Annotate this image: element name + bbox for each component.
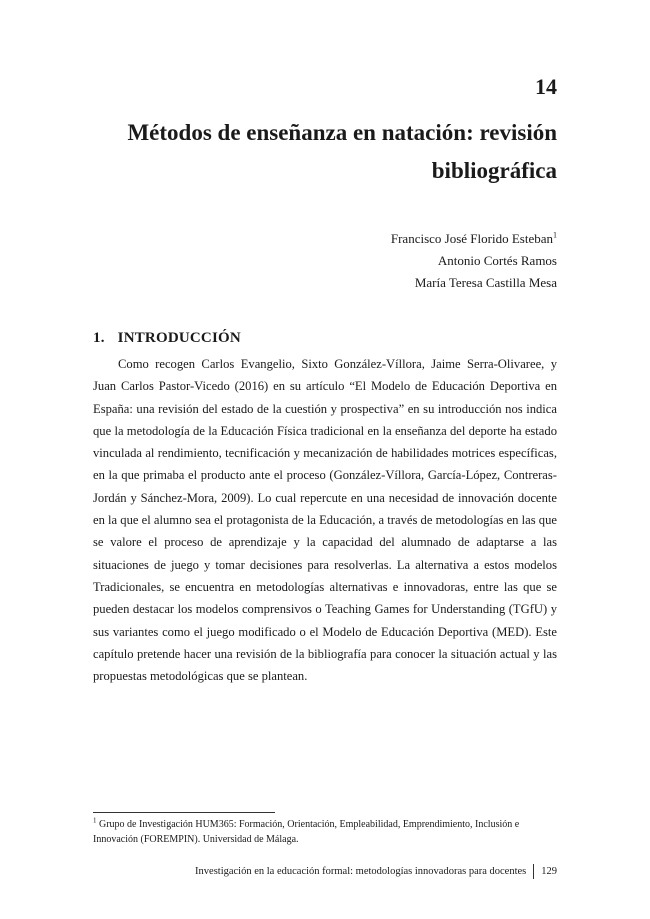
- footnote: [93, 817, 557, 847]
- footer-book-title: Investigación en la educación formal: metodologías innovadoras para docentes: [195, 866, 527, 877]
- footnote-marker: 1: [93, 816, 97, 825]
- author-name: Francisco José Florido Esteban: [390, 231, 553, 246]
- chapter-number: 14: [535, 74, 557, 99]
- footer-divider: [533, 864, 534, 879]
- footnote-divider: [93, 812, 275, 813]
- author-3: [391, 272, 557, 294]
- section-title: INTRODUCCIÓN: [117, 330, 241, 346]
- footnote-text: Grupo de Investigación HUM365: Formación, Orientación, Empleabilidad, Emprendimiento, Inclusión e Innovación (FOREMPIN). Universidad de Málaga.: [93, 819, 520, 845]
- chapter-title: [77, 114, 557, 190]
- footnote-marker: 1: [553, 230, 557, 240]
- author-1: [391, 228, 557, 250]
- introduction-paragraph: Como recogen Carlos Evangelio, Sixto González-Víllora, Jaime Serra-Olivaree, y Juan Carlos Pastor-Vicedo (2016) en su artículo “El Modelo de Educación Deportiva en España: una revisión del estado de la cuestión y prospectiva” en su introducción nos indica que la metodología de la Educación Física tradicional en la enseñanza del deporte ha estado vinculada al rendimiento, tecnificación y mecanización de habilidades motrices específicas, en la que primaba el producto ante el proceso (González-Víllora, García-López, Contreras-Jordán y Sánchez-Mora, 2009). Lo cual repercute en una necesidad de innovación docente en la que el alumno sea el protagonista de la Educación, a través de metodologías en las que se valore el proceso de aprendizaje y la capacidad del alumnado de adaptarse a las situaciones de juego y tomar decisiones para resolverlas. La alternativa a estos modelos Tradicionales, se encuentra en metodologías alternativas e innovadoras, entre las que se pueden destacar los modelos comprensivos o Teaching Games for Understanding (TGfU) y sus variantes como el juego modificado o el Modelo de Educación Deportiva (MED). Este capítulo pretende hacer una revisión de la bibliografía para conocer la situación actual y las propuestas metodológicas que se plantean.: [93, 357, 557, 684]
- chapter-title-line-1: Métodos de enseñanza en natación: revisión: [127, 120, 557, 145]
- author-name: Antonio Cortés Ramos: [437, 253, 557, 268]
- section-number: 1.: [93, 330, 105, 346]
- author-list: [391, 228, 557, 294]
- chapter-title-line-2: bibliográfica: [431, 158, 557, 183]
- page-number: 129: [541, 866, 557, 877]
- section-heading: [93, 331, 241, 346]
- author-2: [391, 250, 557, 272]
- author-name: María Teresa Castilla Mesa: [414, 275, 557, 290]
- page-footer: [195, 864, 557, 879]
